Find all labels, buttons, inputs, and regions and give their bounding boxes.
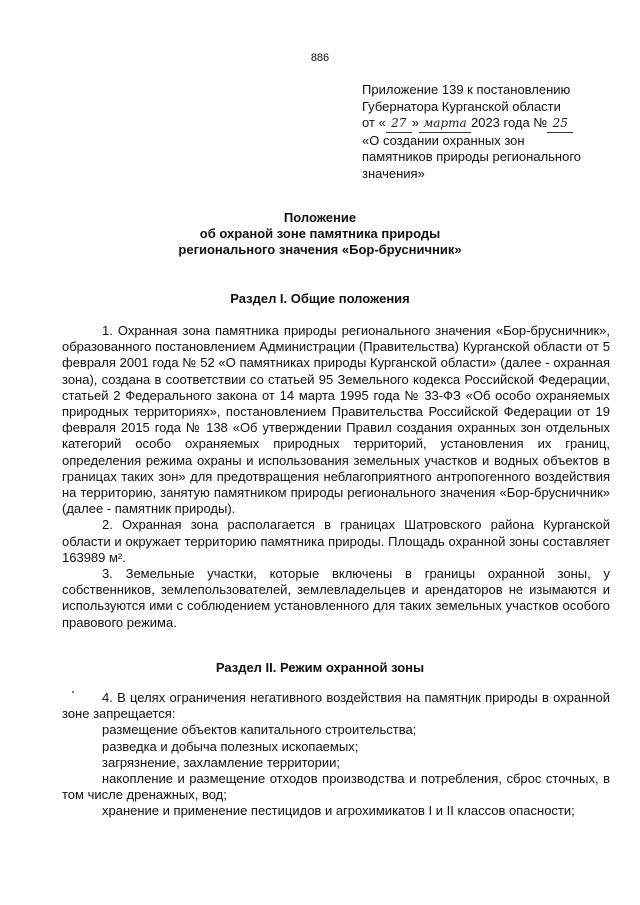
appendix-line-6: значения» [362, 165, 425, 181]
handwritten-day: 27 [386, 115, 412, 133]
title-line-2: об охраной зоне памятника природы [199, 226, 441, 241]
handwritten-month: марта [419, 115, 471, 133]
handwritten-number: 25 [547, 115, 573, 133]
list-item: размещение объектов капитального строительства; [102, 722, 417, 738]
list-item: накопление и размещение отходов производства и потребления, сброс сточных, в том числе дренажных, вод; [62, 771, 610, 803]
title-line-1: Положение [283, 210, 357, 225]
paragraph-4: 4. В целях ограничения негативного воздействия на памятник природы в охранной зоне запрещается: [62, 690, 610, 722]
list-item: разведка и добыча полезных ископаемых; [102, 738, 359, 754]
section-1-body [62, 323, 610, 631]
page-number: 886 [310, 52, 330, 64]
paragraph-1: 1. Охранная зона памятника природы регионального значения «Бор-брусничник», образованного постановлением Администрации (Правительства) Курганской области от 5 февраля 2001 года № 52 «О памятниках природы Курганской области» (далее - охранная зона), создана в соответствии со статьей 95 Земельного кодекса Российской Федерации, статьей 2 Федерального закона от 14 марта 1995 года № 33-ФЗ «Об особо охраняемых природных территориях», постановлением Правительства Российской Федерации от 19 февраля 2015 года № 138 «Об утверждении Правил создания охранных зон отдельных категорий особо охраняемых природных территорий, установления их границ, определения режима охраны и использования земельных участков и водных объектов в границах таких зон» для предотвращения неблагоприятного антропогенного воздействия на территорию, занятую памятником природы регионального значения «Бор-брусничник» (далее - памятник природы). [62, 323, 610, 517]
section-2-body [62, 690, 610, 820]
paragraph-3: 3. Земельные участки, которые включены в границы охранной зоны, у собственников, землепользователей, землевладельцев и арендаторов не изымаются и используются ими с соблюдением установленного для таких земельных участков особого правового режима. [62, 566, 610, 630]
list-item: загрязнение, захламление территории; [102, 754, 341, 770]
appendix-line-2: Губернатора Курганской области [362, 98, 561, 114]
appendix-line-1: Приложение 139 к постановлению [362, 82, 571, 97]
list-item: хранение и применение пестицидов и агрохимикатов I и II классов опасности; [102, 803, 575, 819]
appendix-block [362, 82, 612, 182]
appendix-line-3 [362, 115, 612, 133]
paragraph-2: 2. Охранная зона располагается в границах Шатровского района Курганской области и окружает территорию памятника природы. Площадь охранной зоны составляет 163989 м². [62, 517, 610, 565]
section-1-heading: Раздел I. Общие положения [230, 291, 410, 306]
appendix-year: 2023 года № [470, 115, 548, 130]
section-2-heading: Раздел II. Режим охранной зоны [215, 660, 425, 675]
appendix-date-mid: » [411, 115, 419, 130]
appendix-line-4: «О создании охранных зон [362, 132, 525, 148]
appendix-line-5: памятников природы регионального [362, 149, 582, 164]
title-line-3: регионального значения «Бор-брусничник» [178, 242, 462, 257]
appendix-date-prefix: от « [362, 115, 386, 130]
document-title [0, 210, 640, 258]
